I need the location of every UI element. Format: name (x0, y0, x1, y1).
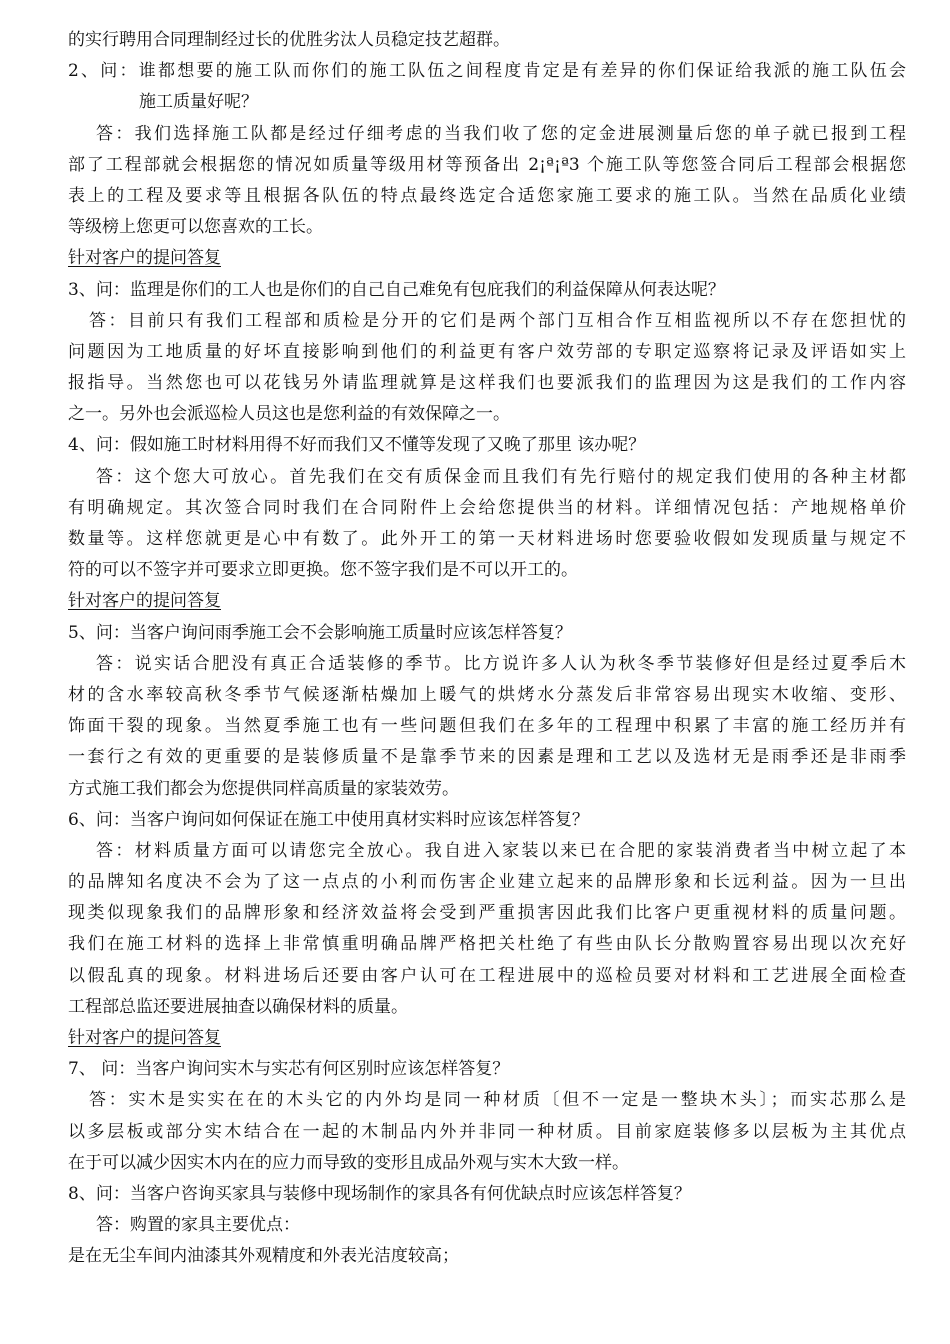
text-line: 表上的工程及要求等且根据各队伍的特点最终选定合适您家施工要求的施工队。当然在品质化业绩 (68, 185, 906, 206)
text-line: 以多层板或部分实木结合在一起的木制品内外并非同一种材质。目前家庭装修多以层板为主其优点 (68, 1121, 906, 1142)
text-line: 是在无尘车间内油漆其外观精度和外表光洁度较高； (68, 1246, 459, 1267)
text-line: 的实行聘用合同理制经过长的优胜劣汰人员稳定技艺超群。 (68, 30, 510, 50)
text-line: 3、问：监理是你们的工人也是你们的自己自己难免有包庇我们的利益保障从何表达呢？ (68, 279, 725, 300)
text-line: 4、问：假如施工时材料用得不好而我们又不懂等发现了又晚了那里 该办呢？ (68, 435, 646, 456)
text-line: 现类似现象我们的品牌形象和经济效益将会受到严重损害因此我们比客户更重视材料的质量问题。 (68, 903, 906, 924)
text-line: 我们在施工材料的选择上非常慎重明确品牌严格把关杜绝了有些由队长分散购置容易出现以次充好 (68, 934, 906, 955)
text-line: 数量等。这样您就更是心中有数了。此外开工的第一天材料进场时您要验收假如发现质量与规定不 (68, 529, 906, 549)
text-line: 方式施工我们都会为您提供同样高质量的家装效劳。 (68, 778, 459, 799)
text-line: 材的含水率较高秋冬季节气候逐渐枯燥加上暖气的烘烤水分蒸发后非常容易出现实木收缩、变形、 (68, 684, 906, 705)
text-line: 答：购置的家具主要优点： (96, 1215, 300, 1236)
text-line: 问题因为工地质量的好坏直接影响到他们的利益更有客户效劳部的专职定巡察将记录及评语如实上 (68, 341, 906, 362)
text-line: 8、问：当客户咨询买家具与装修中现场制作的家具各有何优缺点时应该怎样答复？ (68, 1183, 691, 1204)
text-line: 有明确规定。其次签合同时我们在合同附件上会给您提供当的材料。详细情况包括：产地规格单价 (68, 497, 906, 518)
text-line: 报指导。当然您也可以花钱另外请监理就算是这样我们也要派我们的监理因为这是我们的工作内容 (68, 373, 906, 394)
text-line: 一套行之有效的更重要的是装修质量不是靠季节来的因素是理和工艺以及选材无是雨季还是非雨季 (68, 747, 906, 768)
text-line: 答：目前只有我们工程部和质检是分开的它们是两个部门互相合作互相监视所以不存在您担忧的 (89, 310, 906, 331)
text-line: 以假乱真的现象。材料进场后还要由客户认可在工程进展中的巡检员要对材料和工艺进展全面检查 (68, 965, 906, 986)
text-line: 答：实木是实实在在的木头它的内外均是同一种材质〔但不一定是一整块木头〕；而实芯那么是 (89, 1090, 906, 1111)
section-heading: 针对客户的提问答复 (68, 1028, 221, 1048)
text-line: 答：说实话合肥没有真正合适装修的季节。比方说许多人认为秋冬季节装修好但是经过夏季后木 (96, 653, 906, 674)
text-line: 6、问：当客户询问如何保证在施工中使用真材实料时应该怎样答复？ (68, 809, 589, 830)
text-line: 符的可以不签字并可要求立即更换。您不签字我们是不可以开工的。 (68, 560, 578, 581)
section-heading: 针对客户的提问答复 (68, 248, 221, 269)
text-line: 答：这个您大可放心。首先我们在交有质保金而且我们有先行赔付的规定我们使用的各种主材都 (96, 466, 906, 487)
text-line: 部了工程部就会根据您的情况如质量等级用材等预备出 2¡ª¡ª3 个施工队等您签合同后工程部会根据您 (68, 154, 906, 175)
text-line: 答：材料质量方面可以请您完全放心。我自进入家装以来已在合肥的家装消费者当中树立起了本 (96, 840, 906, 861)
text-line: 7、 问：当客户询问实木与实芯有何区别时应该怎样答复？ (68, 1059, 510, 1080)
text-line: 在于可以减少因实木内在的应力而导致的变形且成品外观与实木大致一样。 (68, 1152, 629, 1173)
text-line: 等级榜上您更可以您喜欢的工长。 (68, 217, 323, 238)
text-line: 的品牌知名度决不会为了这一点点的小利而伤害企业建立起来的品牌形象和长远利益。因为一旦出 (68, 872, 906, 893)
text-line: 工程部总监还要进展抽查以确保材料的质量。 (68, 996, 408, 1017)
text-line: 5、问：当客户询问雨季施工会不会影响施工质量时应该怎样答复？ (68, 622, 572, 643)
text-line: 2、问：谁都想要的施工队而你们的施工队伍之间程度肯定是有差异的你们保证给我派的施工队伍会 (68, 61, 906, 82)
text-line: 之一。另外也会派巡检人员这也是您利益的有效保障之一。 (68, 404, 510, 425)
text-line: 答：我们选择施工队都是经过仔细考虑的当我们收了您的定金进展测量后您的单子就已报到工程 (96, 123, 906, 144)
section-heading: 针对客户的提问答复 (68, 591, 221, 612)
text-line: 饰面干裂的现象。当然夏季施工也有一些问题但我们在多年的工程理中积累了丰富的施工经历并有 (68, 716, 906, 737)
text-line: 施工质量好呢？ (139, 92, 258, 113)
